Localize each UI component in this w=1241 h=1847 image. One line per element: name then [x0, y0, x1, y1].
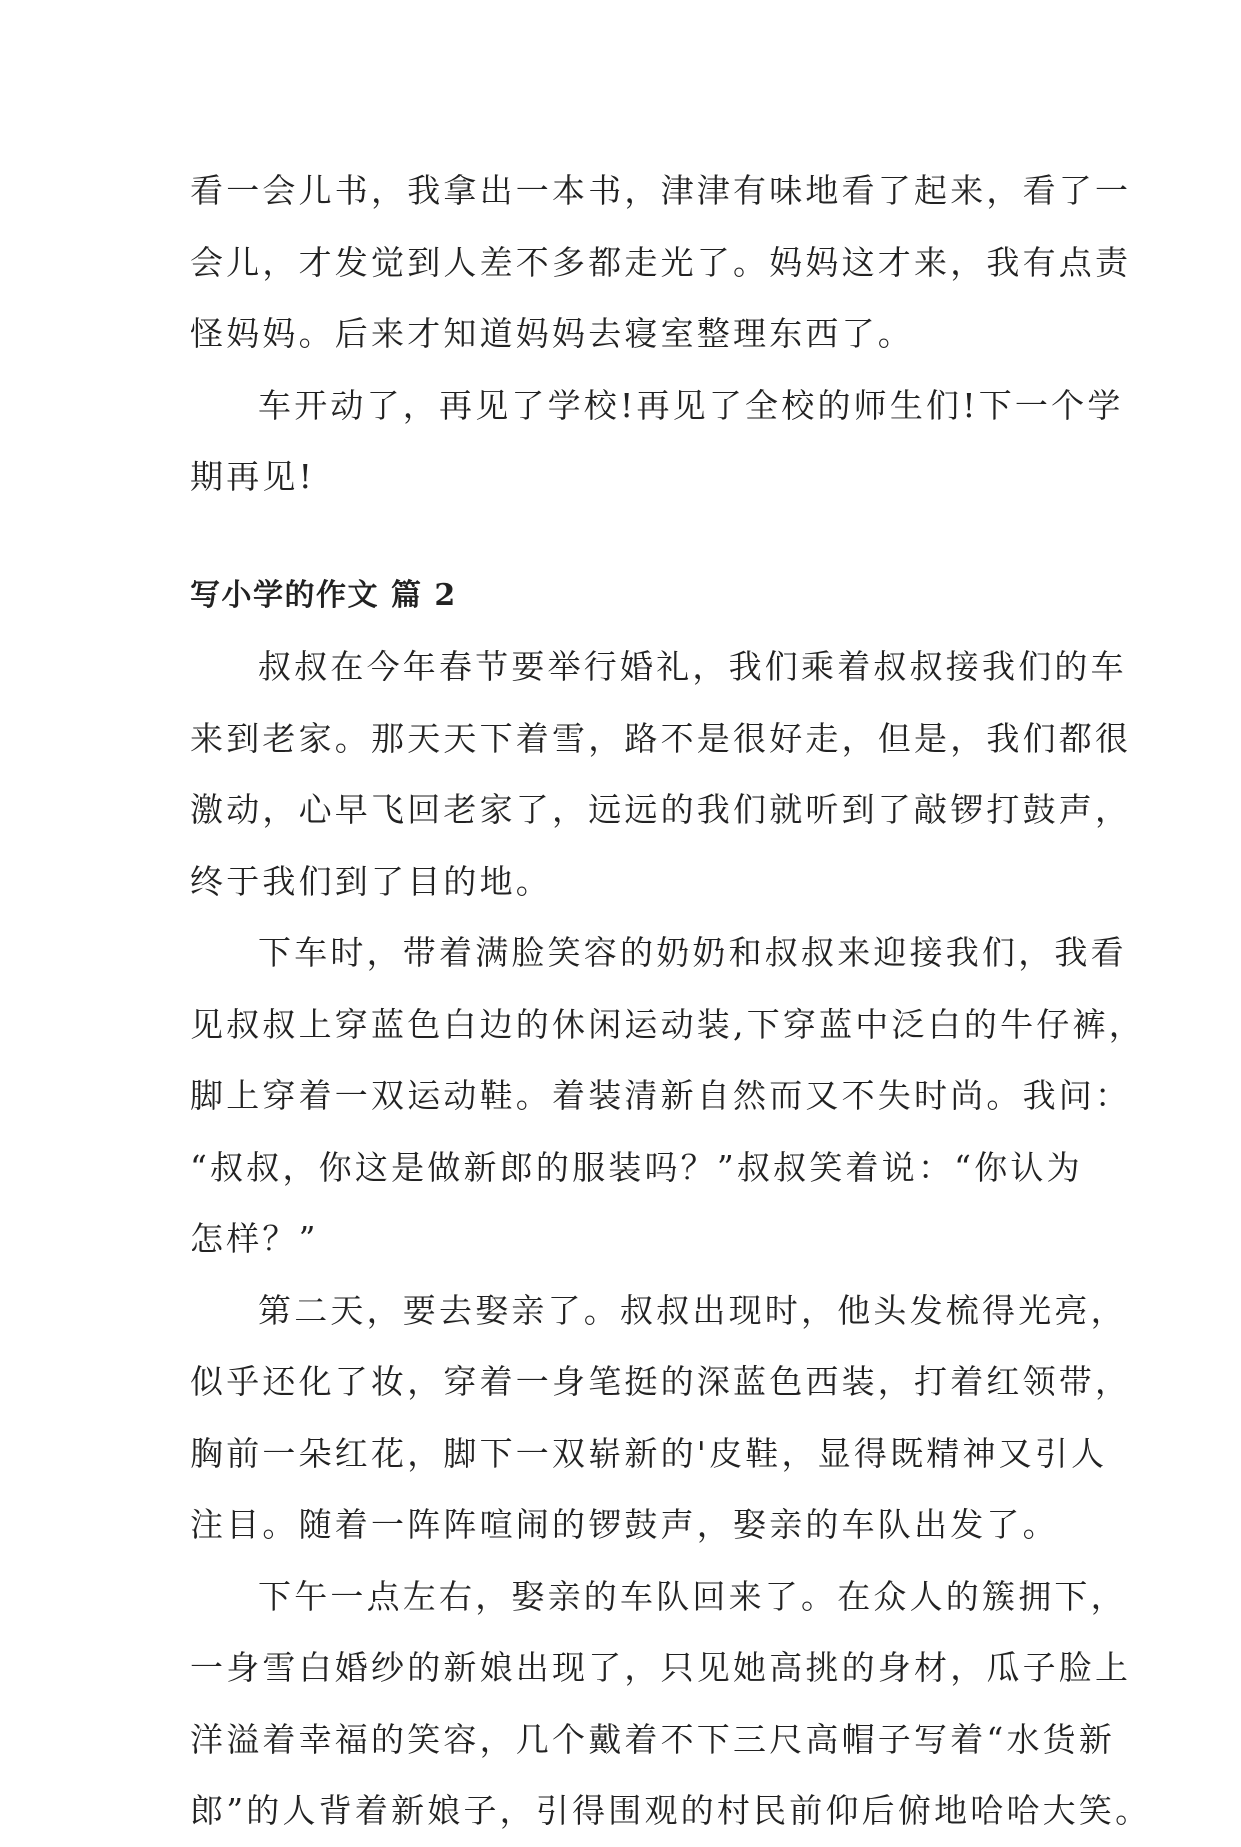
- paragraph-continued: [190, 155, 1132, 370]
- text-line: 激动，心早飞回老家了，远远的我们就听到了敲锣打鼓声，: [190, 790, 1132, 829]
- text-line: 下车时，带着满脸笑容的奶奶和叔叔来迎接我们，我看: [258, 933, 1127, 972]
- text-line: 洋溢着幸福的笑容，几个戴着不下三尺高帽子写着“水货新: [190, 1719, 1116, 1759]
- text-line: 见叔叔上穿蓝色白边的休闲运动装,下穿蓝中泛白的牛仔裤，: [190, 1004, 1145, 1044]
- text-line: 车开动了，再见了学校!再见了全校的师生们!下一个学: [258, 385, 1124, 425]
- paragraph: [190, 370, 1124, 513]
- paragraph: [190, 1275, 1132, 1561]
- paragraph: [190, 917, 1145, 1275]
- section-heading: 写小学的作文 篇 2: [190, 577, 457, 613]
- text-line: 期再见!: [190, 457, 316, 496]
- text-line: 叔叔在今年春节要举行婚礼，我们乘着叔叔接我们的车: [258, 647, 1127, 686]
- text-line: 怪妈妈。后来才知道妈妈去寝室整理东西了。: [190, 314, 914, 353]
- paragraph: [190, 1561, 1152, 1847]
- text-line: 会儿，才发觉到人差不多都走光了。妈妈这才来，我有点责: [190, 242, 1132, 282]
- text-line: 胸前一朵红花，脚下一双崭新的'皮鞋，显得既精神又引人: [190, 1433, 1108, 1473]
- text-line: 第二天，要去娶亲了。叔叔出现时，他头发梳得光亮，: [258, 1290, 1127, 1330]
- text-line: 下午一点左右，娶亲的车队回来了。在众人的簇拥下，: [258, 1576, 1127, 1616]
- text-line: “叔叔，你这是做新郎的服装吗？”叔叔笑着说：“你认为: [190, 1147, 1083, 1187]
- text-line: 脚上穿着一双运动鞋。着装清新自然而又不失时尚。我问：: [190, 1076, 1132, 1115]
- text-line: 怎样？”: [190, 1219, 319, 1258]
- text-line: 看一会儿书，我拿出一本书，津津有味地看了起来，看了一: [190, 171, 1132, 210]
- document-body: [190, 155, 1152, 1847]
- text-line: 一身雪白婚纱的新娘出现了，只见她高挑的身材，瓜子脸上: [190, 1648, 1132, 1687]
- section-spacer: [190, 513, 1060, 560]
- text-line: 终于我们到了目的地。: [190, 861, 552, 901]
- text-line: 注目。随着一阵阵喧闹的锣鼓声，娶亲的车队出发了。: [190, 1505, 1059, 1544]
- text-line: 郎”的人背着新娘子，引得围观的村民前仰后俯地哈哈大笑。: [190, 1791, 1152, 1830]
- paragraph: [190, 631, 1132, 917]
- text-line: 似乎还化了妆，穿着一身笔挺的深蓝色西装，打着红领带，: [190, 1362, 1132, 1401]
- text-line: 来到老家。那天天下着雪，路不是很好走，但是，我们都很: [190, 718, 1132, 758]
